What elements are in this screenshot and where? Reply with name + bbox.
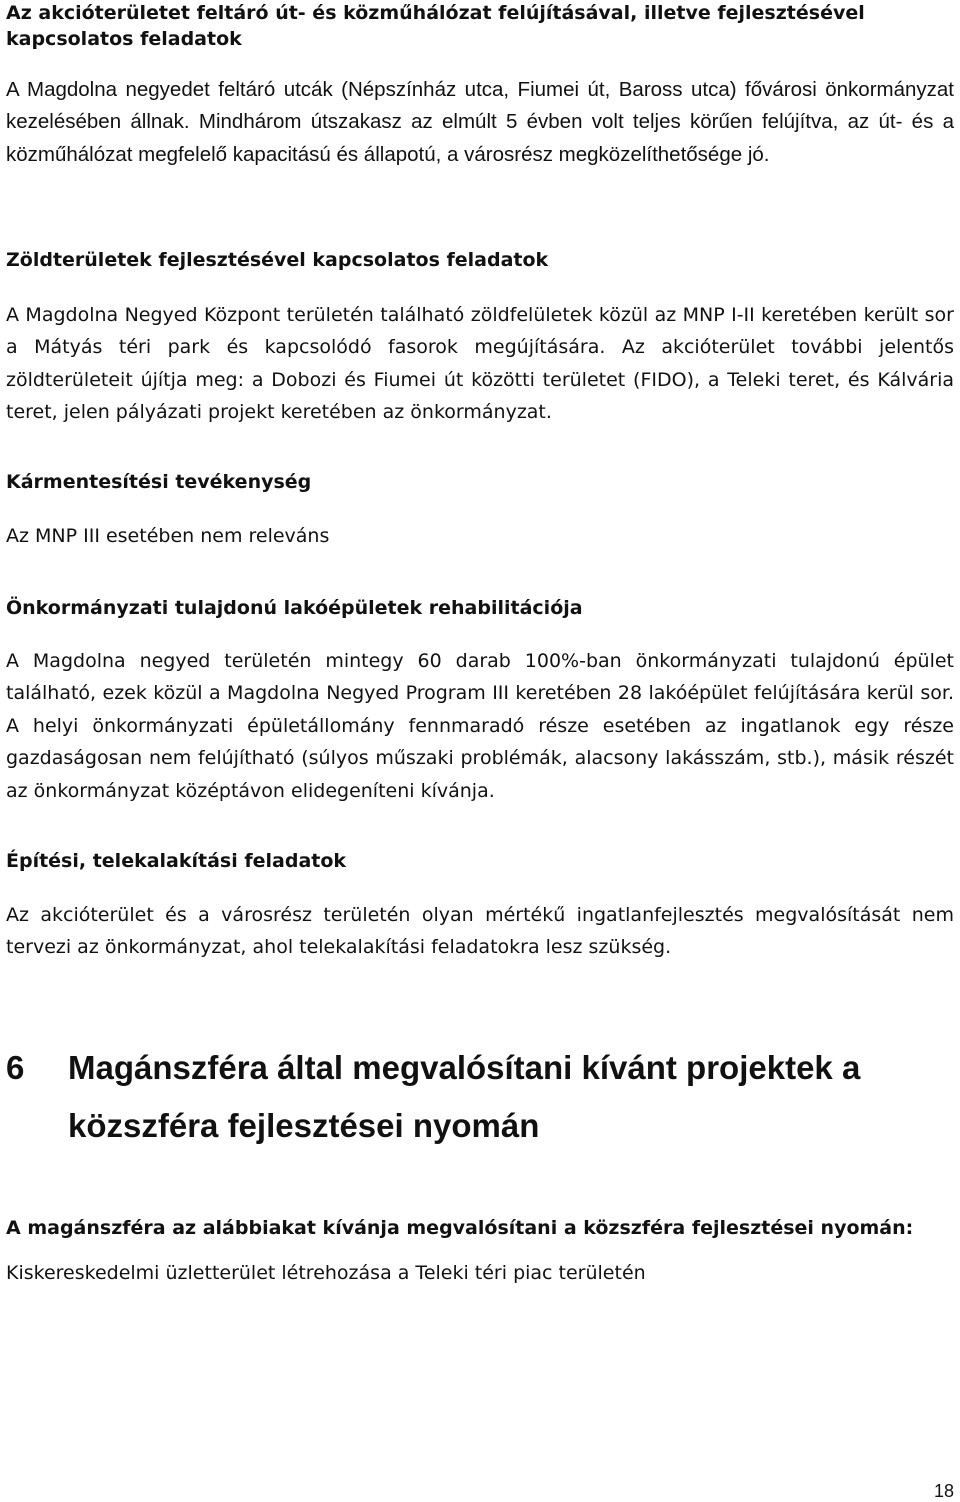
construction-section-body: Az akcióterület és a városrész területén olyan mértékű ingatlanfejlesztés megvalósítását nem tervezi az önkormányzat, ahol telekalakítási feladatokra lesz szükség. — [6, 904, 954, 959]
chapter-title-line2: közszféra fejlesztései nyomán — [68, 1107, 540, 1144]
chapter-number: 6 — [6, 1049, 25, 1086]
construction-section-heading: Építési, telekalakítási feladatok — [6, 850, 347, 872]
green-section-body: A Magdolna Negyed Központ területén található zöldfelületek közül az MNP I-II keretében került sor a Mátyás téri park és kapcsolódó fasorok megújítására. Az akcióterület további jelentős zöldterületeit újítja meg: a Dobozi és Fiumei út közötti területet (FIDO), a Teleki teret, és Kálvária teret, jelen pályázati projekt keretében az önkormányzat. — [6, 304, 954, 424]
chapter-heading — [6, 1039, 860, 1155]
document-page — [6, 0, 954, 1501]
remediation-section-body: Az MNP III esetében nem releváns — [6, 525, 330, 547]
private-section-heading: A magánszféra az alábbiakat kívánja megvalósítani a közszféra fejlesztései nyomán: — [6, 1217, 914, 1239]
road-section-heading: Az akcióterületet feltáró út- és közműhálózat felújításával, illetve fejlesztésével kapcsolatos feladatok — [6, 2, 865, 50]
chapter-heading-line1 — [6, 1039, 860, 1097]
housing-section-heading: Önkormányzati tulajdonú lakóépületek rehabilitációja — [6, 597, 583, 619]
housing-section-body: A Magdolna negyed területén mintegy 60 darab 100%-ban önkormányzati tulajdonú épület található, ezek közül a Magdolna Negyed Program III keretében 28 lakóépület felújítására kerül sor. A helyi önkormányzati épületállomány fennmaradó része esetében az ingatlanok egy része gazdaságosan nem felújítható (súlyos műszaki problémák, alacsony lakásszám, stb.), másik részét az önkormányzat középtávon elidegeníteni kívánja. — [6, 650, 954, 802]
page-number: 18 — [933, 1481, 954, 1501]
chapter-title-line1: Magánszféra által megvalósítani kívánt projektek a — [68, 1049, 861, 1086]
private-section-item: Kiskereskedelmi üzletterület létrehozása a Teleki téri piac területén — [6, 1262, 646, 1284]
road-section-body: A Magdolna negyedet feltáró utcák (Népszínház utca, Fiumei út, Baross utca) fővárosi önkormányzat kezelésében állnak. Mindhárom útszakasz az elmúlt 5 évben volt teljes körűen felújítva, az út- és a közműhálózat megfelelő kapacitású és állapotú, a városrész megközelíthetősége jó. — [6, 78, 954, 166]
green-section-heading: Zöldterületek fejlesztésével kapcsolatos feladatok — [6, 249, 549, 271]
remediation-section-heading: Kármentesítési tevékenység — [6, 471, 312, 493]
